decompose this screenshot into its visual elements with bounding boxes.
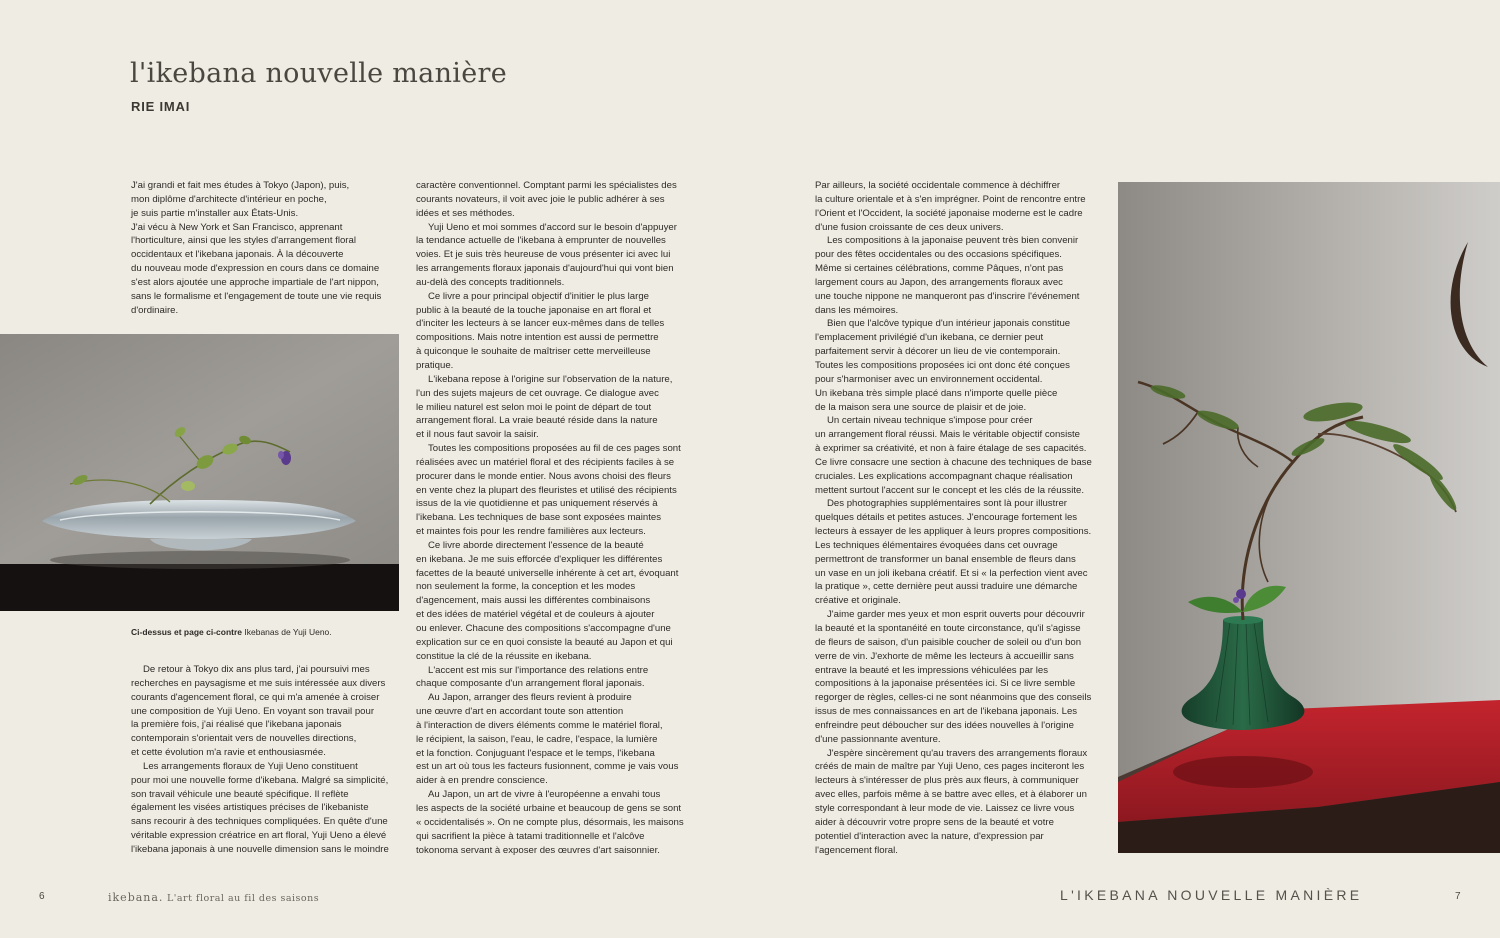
- page-number-right: 7: [1455, 891, 1461, 902]
- text-line: Les compositions à la japonaise peuvent très bien convenir: [827, 235, 1079, 247]
- text-line: verre de vin. J'exhorte de même les lecteurs à accueillir sans: [815, 650, 1074, 662]
- text-line: s'est alors ajoutée une approche impartiale de l'art nippon,: [131, 276, 379, 288]
- text-line: Par ailleurs, la société occidentale commence à déchiffrer: [815, 180, 1061, 191]
- book-title-footer: [108, 891, 319, 904]
- text-line: caractère conventionnel. Comptant parmi les spécialistes des: [416, 180, 677, 191]
- text-line: arrangement floral. La vraie beauté réside dans la nature: [416, 415, 658, 427]
- text-line: L'accent est mis sur l'importance des relations entre: [428, 664, 649, 676]
- text-line: de fleurs de saison, d'un paisible coucher de soleil ou d'un bon: [815, 636, 1082, 648]
- text-line: explication sur ce en quoi consiste la beauté au Japon et qui: [416, 636, 673, 648]
- text-line: entrave la beauté et les impressions véhiculées par les: [815, 664, 1049, 676]
- text-line: l'emplacement privilégié d'un ikebana, ce dernier peut: [815, 332, 1044, 344]
- text-line: avec elles, parfois même à se battre avec elles, et à élaborer un: [815, 789, 1087, 801]
- column-3: [815, 179, 1098, 857]
- text-line: compositions à la japonaise présentées ici. Si ce livre semble: [815, 678, 1076, 690]
- text-line: ou enlever. Chacune des compositions s'accompagne d'une: [416, 623, 671, 634]
- text-line: créative et originale.: [815, 595, 901, 607]
- page-title: l'ikebana nouvelle manière: [130, 58, 507, 89]
- text-line: recherches en paysagisme et me suis intéressée aux divers: [131, 677, 386, 689]
- author-name: RIE IMAI: [131, 99, 191, 114]
- text-line: Ce livre aborde directement l'essence de la beauté: [428, 539, 644, 551]
- text-line: véritable expression créatrice en art floral, Yuji Ueno a élevé: [131, 830, 387, 842]
- text-line: sans recourir à des techniques compliquées. En quête d'une: [131, 816, 388, 828]
- text-line: J'espère sincèrement qu'au travers des arrangements floraux: [827, 747, 1088, 759]
- photo-glass-dish-ikebana: [0, 334, 399, 611]
- text-line: Toutes les compositions proposées au fil de ces pages sont: [428, 443, 681, 455]
- text-line: regorger de règles, celles-ci ne sont néanmoins que des conseils: [815, 692, 1092, 704]
- text-line: Un ikebana très simple placé dans n'importe quelle pièce: [815, 387, 1058, 399]
- text-line: le milieu naturel est selon moi le point de départ de tout: [416, 401, 652, 413]
- running-head: L'IKEBANA NOUVELLE MANIÈRE: [1060, 887, 1363, 903]
- column-1-continued: [131, 663, 396, 857]
- text-line: Au Japon, un art de vivre à l'européenne a envahi tous: [428, 789, 661, 801]
- text-line: pour s'harmoniser avec un environnement occidental.: [815, 373, 1043, 385]
- text-line: Les arrangements floraux de Yuji Ueno constituent: [143, 760, 358, 772]
- text-line: lecteurs à essayer de les appliquer à leurs propres compositions.: [815, 526, 1092, 538]
- text-line: enfreindre peut déboucher sur des idées nouvelles à l'origine: [815, 719, 1074, 731]
- text-line: la pratique », cette dernière peut aussi traduire une démarche: [815, 581, 1078, 593]
- text-line: parfaitement servir à décorer un lieu de vie contemporain.: [815, 346, 1061, 358]
- text-line: mettent surtout l'accent sur le concept et les clés de la réussite.: [815, 484, 1084, 496]
- text-line: également les visées artistiques précises de l'ikebaniste: [131, 802, 369, 814]
- text-line: dans les mémoires.: [815, 304, 899, 316]
- text-line: d'une fusion croissante de ces deux univers.: [815, 221, 1004, 233]
- text-line: J'ai vécu à New York et San Francisco, apprenant: [131, 221, 343, 233]
- text-line: contemporain s'orientait vers de nouvelles directions,: [131, 733, 357, 745]
- text-line: cruciales. Les explications accompagnant chaque réalisation: [815, 470, 1073, 482]
- text-line: l'horticulture, ainsi que les styles d'arrangement floral: [131, 235, 356, 247]
- text-line: aider à découvrir votre propre sens de la beauté et votre: [815, 816, 1054, 828]
- text-line: Même si certaines célébrations, comme Pâques, n'ont pas: [815, 263, 1064, 275]
- text-line: l'ikebana. Les techniques de base sont exposées maintes: [416, 512, 662, 524]
- text-line: du nouveau mode d'expression en cours dans ce domaine: [131, 263, 380, 275]
- text-line: Toutes les compositions proposées ici ont donc été conçues: [815, 359, 1070, 371]
- text-line: idées et ses méthodes.: [416, 207, 515, 219]
- text-line: son travail véhicule une beauté spécifique. Il reflète: [131, 788, 349, 800]
- text-line: procurer dans le monde entier. Nous avons choisi des fleurs: [416, 470, 671, 482]
- text-line: aider à en prendre conscience.: [416, 775, 548, 787]
- text-line: en ikebana. Je me suis efforcée d'expliquer les différentes: [416, 553, 663, 565]
- text-line: tokonoma servant à exposer des œuvres d'art saisonnier.: [416, 844, 660, 856]
- text-line: et maintes fois pour les rendre familières aux lecteurs.: [416, 526, 646, 538]
- text-line: créés de main de maître par Yuji Ueno, ces pages inciteront les: [815, 761, 1085, 773]
- page-number-left: 6: [39, 891, 45, 902]
- text-line: permettront de transformer un banal ensemble de fleurs dans: [815, 553, 1076, 565]
- text-line: pour des fêtes occidentales ou des occasions spécifiques.: [815, 249, 1062, 261]
- text-line: public à la beauté de la touche japonaise en art floral et: [416, 304, 652, 316]
- column-2: [416, 179, 686, 857]
- text-line: Un certain niveau technique s'impose pour créer: [827, 415, 1033, 427]
- text-line: constitue la clé de la réussite en ikebana.: [416, 650, 592, 662]
- text-line: un arrangement floral réussi. Mais le véritable objectif consiste: [815, 429, 1081, 441]
- column-1-intro: [131, 179, 396, 317]
- text-line: non seulement la forme, la conception et les modes: [416, 581, 636, 593]
- text-line: pratique.: [416, 359, 454, 371]
- text-line: potentiel d'interaction avec la nature, d'expression par: [815, 830, 1044, 842]
- caption-bold: Ci-dessus et page ci-contre: [131, 627, 243, 637]
- text-line: les aspects de la société urbaine et beaucoup de gens se sont: [416, 802, 682, 814]
- text-line: courants d'agencement floral, ce qui m'a amenée à croiser: [131, 691, 380, 703]
- text-line: et il nous faut savoir la saisir.: [416, 429, 539, 441]
- text-line: la beauté et la spontanéité en toute circonstance, qu'il s'agisse: [815, 623, 1081, 634]
- text-line: est un art où tous les facteurs fusionnent, comme je vais vous: [416, 761, 679, 773]
- text-line: largement cours au Japon, des arrangements floraux avec: [815, 276, 1063, 288]
- book-subtitle: L'art floral au fil des saisons: [166, 893, 320, 904]
- caption-text: Ikebanas de Yuji Ueno.: [242, 627, 332, 637]
- text-line: « occidentalisés ». On ne compte plus, désormais, les maisons: [416, 816, 684, 828]
- text-line: facettes de la beauté universelle inhérente à cet art, évoquant: [416, 567, 679, 579]
- text-line: Des photographies supplémentaires sont là pour illustrer: [827, 498, 1067, 510]
- text-line: à exprimer sa créativité, et non à faire étalage de ses capacités.: [815, 443, 1087, 455]
- text-line: lecteurs à s'intéresser de plus près aux fleurs, à communiquer: [815, 775, 1079, 787]
- text-line: L'ikebana repose à l'origine sur l'observation de la nature,: [428, 373, 673, 385]
- text-line: Au Japon, arranger des fleurs revient à produire: [428, 692, 632, 704]
- text-line: une œuvre d'art en accordant toute son attention: [416, 706, 624, 718]
- text-line: J'aime garder mes yeux et mon esprit ouverts pour découvrir: [827, 609, 1085, 621]
- text-line: un vase en un joli ikebana créatif. Et si « la perfection vient avec: [815, 567, 1088, 579]
- text-line: mon diplôme d'architecte d'intérieur en poche,: [131, 193, 327, 205]
- text-line: quelques détails et petites astuces. J'encourage fortement les: [815, 512, 1078, 524]
- photo-green-vase-ikebana: [1118, 182, 1500, 853]
- text-line: une composition de Yuji Ueno. En voyant son travail pour: [131, 705, 375, 717]
- text-line: l'Orient et l'Occident, la société japonaise moderne est le cadre: [815, 207, 1083, 219]
- text-line: issus de mes connaissances en art de l'ikebana japonais. Les: [815, 706, 1078, 718]
- text-line: l'agencement floral.: [815, 844, 898, 856]
- text-line: Les techniques élémentaires évoquées dans cet ouvrage: [815, 539, 1058, 551]
- text-line: d'inciter les lecteurs à se lancer eux-mêmes dans de telles: [416, 318, 665, 330]
- text-line: au-delà des concepts traditionnels.: [416, 276, 565, 288]
- text-line: à quiconque le souhaite de maîtriser cette merveilleuse: [416, 346, 651, 358]
- photo-caption: [131, 627, 332, 637]
- text-line: une touche nippone ne manqueront pas d'inscrire l'événement: [815, 290, 1080, 302]
- text-line: issus de la vie quotidienne et pas uniquement réservés à: [416, 498, 658, 510]
- text-line: la culture orientale et à s'en imprégner. Point de rencontre entre: [815, 193, 1086, 205]
- text-line: et cette évolution m'a ravie et enthousiasmée.: [131, 747, 326, 759]
- text-line: occidentaux et l'ikebana japonais. À la découverte: [131, 249, 344, 261]
- text-line: courants novateurs, il voit avec joie le public adhérer à ses: [416, 193, 665, 205]
- text-line: style correspondant à leur mode de vie. Laissez ce livre vous: [815, 802, 1075, 814]
- text-line: réalisées avec un matériel floral et des récipients faciles à se: [416, 456, 675, 468]
- book-brand: ikebana.: [108, 891, 164, 904]
- text-line: en vente chez la plupart des fleuristes et utilisé des récipients: [416, 484, 677, 496]
- text-line: d'ordinaire.: [131, 304, 179, 316]
- text-line: qui sacrifient la pièce à tatami traditionnelle et l'alcôve: [416, 830, 645, 842]
- text-line: Ce livre a pour principal objectif d'initier le plus large: [428, 290, 649, 302]
- text-line: chaque composante d'un arrangement floral japonais.: [416, 678, 645, 690]
- text-line: et des idées de matériel végétal et de couleurs à ajouter: [416, 609, 655, 621]
- text-line: Ce livre consacre une section à chacune des techniques de base: [815, 456, 1092, 468]
- text-line: d'agencement, mais aussi les différentes combinaisons: [416, 595, 651, 607]
- text-line: la première fois, j'ai réalisé que l'ikebana japonais: [131, 719, 342, 731]
- text-line: J'ai grandi et fait mes études à Tokyo (Japon), puis,: [131, 180, 350, 191]
- text-line: le récipient, la saison, l'eau, le cadre, l'espace, la lumière: [416, 733, 658, 745]
- text-line: voies. Et je suis très heureuse de vous présenter ici avec lui: [416, 249, 671, 261]
- text-line: pour moi une nouvelle forme d'ikebana. Malgré sa simplicité,: [131, 774, 389, 786]
- text-line: de la maison sera une source de plaisir et de joie.: [815, 401, 1027, 413]
- text-line: De retour à Tokyo dix ans plus tard, j'ai poursuivi mes: [143, 664, 370, 675]
- text-line: compositions. Mais notre intention est aussi de permettre: [416, 332, 659, 344]
- text-line: et la fonction. Conjuguant l'espace et le temps, l'ikebana: [416, 747, 655, 759]
- text-line: Bien que l'alcôve typique d'un intérieur japonais constitue: [827, 318, 1071, 330]
- text-line: à l'interaction de divers éléments comme le matériel floral,: [416, 719, 663, 731]
- text-line: les arrangements floraux japonais d'aujourd'hui qui vont bien: [416, 263, 674, 275]
- text-line: d'une passionnante aventure.: [815, 733, 941, 745]
- text-line: Yuji Ueno et moi sommes d'accord sur le besoin d'appuyer: [428, 221, 677, 233]
- text-line: je suis partie m'installer aux États-Unis.: [131, 207, 299, 219]
- text-line: sans le formalisme et l'engagement de toute une vie requis: [131, 290, 382, 302]
- text-line: l'un des sujets majeurs de cet ouvrage. Ce dialogue avec: [416, 387, 659, 399]
- text-line: l'ikebana japonais à une nouvelle dimension sans le moindre: [131, 843, 389, 855]
- text-line: la tendance actuelle de l'ikebana à emprunter de nouvelles: [416, 235, 666, 247]
